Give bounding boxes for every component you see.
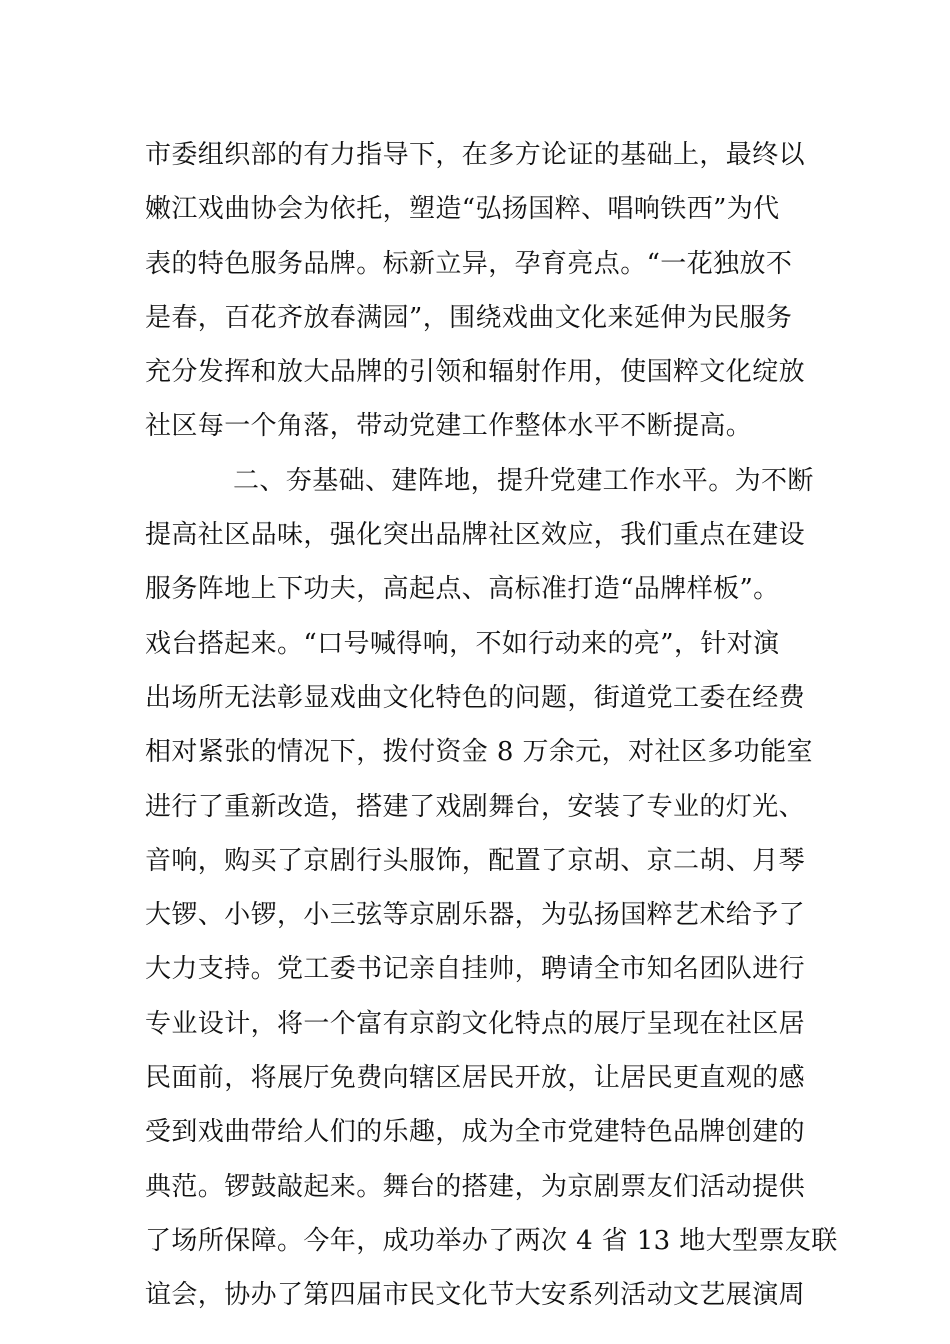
text-line: 社区每一个角落，带动党建工作整体水平不断提高。	[145, 411, 753, 442]
section-heading-line: 二、夯基础、建阵地，提升党建工作水平。为不断	[233, 465, 814, 496]
text-line: 服务阵地上下功夫，高起点、高标准打造“品牌样板”。	[145, 574, 780, 605]
text-line: 专业设计，将一个富有京韵文化特点的展厅呈现在社区居	[145, 1008, 806, 1039]
text-line: 充分发挥和放大品牌的引领和辐射作用，使国粹文化绽放	[145, 357, 806, 388]
body-text	[145, 128, 838, 1323]
text-line: 谊会，协办了第四届市民文化节大安系列活动文艺展演周	[145, 1280, 806, 1311]
text-line: 了场所保障。今年，成功举办了两次 4 省 13 地大型票友联	[145, 1225, 838, 1256]
text-line: 表的特色服务品牌。标新立异，孕育亮点。“一花独放不	[145, 248, 793, 279]
text-line: 大锣、小锣，小三弦等京剧乐器，为弘扬国粹艺术给予了	[145, 900, 806, 931]
text-line: 典范。锣鼓敲起来。舞台的搭建，为京剧票友们活动提供	[145, 1171, 806, 1202]
text-line: 大力支持。党工委书记亲自挂帅，聘请全市知名团队进行	[145, 954, 806, 985]
text-line: 出场所无法彰显戏曲文化特色的问题，街道党工委在经费	[145, 682, 806, 713]
text-line: 受到戏曲带给人们的乐趣，成为全市党建特色品牌创建的	[145, 1117, 806, 1148]
text-line: 民面前，将展厅免费向辖区居民开放，让居民更直观的感	[145, 1063, 806, 1094]
text-line: 市委组织部的有力指导下，在多方论证的基础上，最终以	[145, 140, 806, 170]
text-line: 嫩江戏曲协会为依托，塑造“弘扬国粹、唱响铁西”为代	[145, 194, 780, 225]
text-line: 音响，购买了京剧行头服饰，配置了京胡、京二胡、月琴	[145, 845, 806, 876]
text-line: 进行了重新改造，搭建了戏剧舞台，安装了专业的灯光、	[145, 791, 806, 822]
text-line: 戏台搭起来。“口号喊得响，不如行动来的亮”，针对演	[145, 628, 780, 659]
text-line: 相对紧张的情况下，拨付资金 8 万余元，对社区多功能室	[145, 737, 813, 768]
text-line: 提高社区品味，强化突出品牌社区效应，我们重点在建设	[145, 520, 806, 551]
text-line: 是春，百花齐放春满园”，围绕戏曲文化来延伸为民服务	[145, 302, 793, 333]
